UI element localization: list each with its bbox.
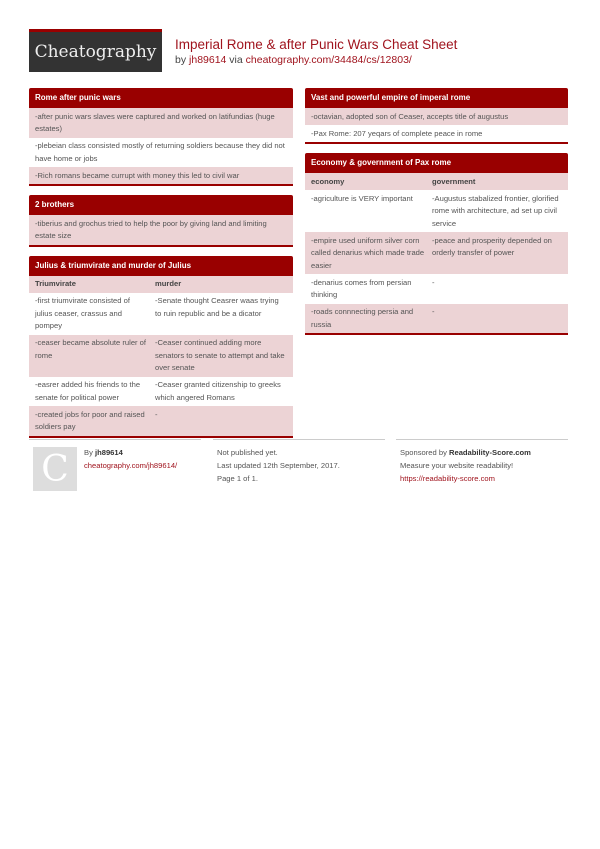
table-header [305,173,568,190]
section-economy-government [305,153,568,335]
via-text: via [226,54,246,66]
footer [29,439,568,499]
table-cell: -empire used uniform silver corn called denarius which made trade easier [311,235,425,270]
table-row [305,274,568,304]
sponsor-line [400,447,531,460]
list-item: -after punic wars slaves were captured and worked on latifundias (huge estates) [29,108,293,138]
footer-author-url[interactable]: cheatography.com/jh89614/ [84,461,178,470]
sponsor-tagline: Measure your website readability! [400,461,514,470]
table-row [29,293,293,335]
list-item: -Rich romans became currupt with money this led to civil war [29,167,293,184]
section-title: Rome after punic wars [29,88,293,108]
section-title: Julius & triumvirate and murder of Julius [29,256,293,276]
table-row [29,406,293,436]
table-cell: -easrer added his friends to the senate for political power [35,380,141,402]
column-header-economy: economy [311,176,345,186]
table-cell: -Augustus stabalized frontier, glorified rome with architecture, ad set up civil service [432,193,559,228]
table-cell: -created jobs for poor and raised soldiers pay [35,409,145,431]
section-title: Economy & government of Pax rome [305,153,568,173]
sponsor-prefix: Sponsored by [400,448,449,457]
avatar [33,447,77,491]
logo-text: Cheatography [34,42,157,62]
left-column [29,88,293,447]
section-julius [29,256,293,438]
footer-sponsor [396,439,568,483]
list-item: -plebeian class consisted mostly of returning soldiers because they did not have home or jobs [29,138,293,168]
section-2-brothers [29,195,293,247]
table-cell: -denarius comes from persian thinking [311,277,412,299]
sheet-url-link[interactable]: cheatography.com/34484/cs/12803/ [245,54,412,66]
published-status: Not published yet. [217,448,278,457]
byline [175,54,412,66]
footer-author-name[interactable]: jh89614 [94,448,123,457]
table-cell: -roads connnecting persia and russia [311,307,414,329]
table-header [29,276,293,293]
by-prefix: by [175,54,190,66]
section-rome-after-punic-wars [29,88,293,186]
section-title: Vast and powerful empire of imperal rome [305,88,568,108]
table-cell: -agriculture is VERY important [311,193,413,203]
author-link[interactable]: jh89614 [189,54,227,66]
table-cell: -Ceaser continued adding more senators to senate to attempt and take over senate [155,338,285,372]
list-item: -tiberius and grochus tried to help the poor by giving land and limiting estate size [29,215,293,245]
table-row [305,190,568,232]
table-row [305,232,568,274]
page-count: Page 1 of 1. [217,474,258,483]
footer-publish-info [213,439,385,483]
page-title: Imperial Rome & after Punic Wars Cheat Sheet [175,37,458,52]
table-cell: -Senate thought Ceasrer waas trying to ruin republic and be a dicator [155,296,279,318]
cheatography-logo[interactable] [29,29,162,72]
section-vast-empire [305,88,568,144]
table-cell: -first triumvirate consisted of julius ceaser, crassus and pompey [35,296,130,330]
list-item: -octavian, adopted son of Ceaser, accepts title of augustus [305,108,568,125]
right-column [305,88,568,344]
avatar-letter: C [41,448,69,490]
column-header-government: government [432,176,476,186]
section-title: 2 brothers [29,195,293,215]
sponsor-url[interactable]: https://readability-score.com [400,474,495,483]
table-row [29,377,293,407]
column-header-murder: murder [155,279,182,288]
table-row [305,304,568,334]
list-item: -Pax Rome: 207 yeqars of complete peace in rome [305,125,568,142]
table-cell: - [155,409,158,419]
sponsor-name[interactable]: Readability-Score.com [448,448,531,457]
column-header-triumvirate: Triumvirate [35,279,76,288]
table-row [29,335,293,377]
table-cell: -Ceaser granted citizenship to greeks which angered Romans [155,380,281,402]
footer-by-line [84,447,123,460]
table-cell: -peace and prosperity depended on orderly transfer of power [432,235,552,257]
table-cell: -ceaser became absolute ruler of rome [35,338,147,360]
last-updated: Last updated 12th September, 2017. [217,461,340,470]
by-label: By [84,448,95,457]
table-cell: - [432,307,435,316]
footer-author [29,439,201,490]
table-cell: - [432,277,435,287]
